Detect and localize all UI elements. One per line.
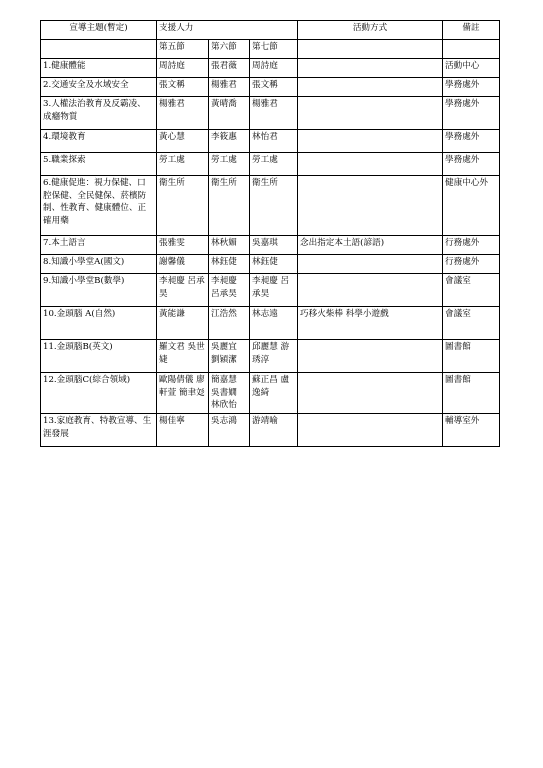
row-p7: 游靖喻 (250, 414, 298, 447)
row-p7: 張文稱 (250, 78, 298, 97)
row-note: 會議室 (443, 307, 500, 340)
row-note: 學務處外 (443, 130, 500, 153)
table-row (41, 307, 500, 340)
row-p6: 簡嘉慧 吳書嫺 林欣怡 (209, 373, 250, 414)
row-topic: 3.人權法治教育及反霸凌、成癮物質 (41, 97, 157, 130)
row-activity (298, 274, 443, 307)
row-p5: 勞工處 (157, 153, 209, 176)
subheader-empty-note (443, 40, 500, 59)
row-p7: 邱麗慧 游琇淳 (250, 340, 298, 373)
row-topic: 7.本土語言 (41, 236, 157, 255)
table-row (41, 255, 500, 274)
row-activity (298, 59, 443, 78)
row-p6: 李筱惠 (209, 130, 250, 153)
row-p5: 歐陽倩儀 廖軒萱 簡聿彣 (157, 373, 209, 414)
row-topic: 5.職業探索 (41, 153, 157, 176)
table-row (41, 97, 500, 130)
row-p5: 羅文君 吳世婕 (157, 340, 209, 373)
row-activity (298, 176, 443, 236)
row-note: 行務處外 (443, 255, 500, 274)
table-row (41, 176, 500, 236)
row-activity (298, 78, 443, 97)
schedule-table (40, 20, 500, 447)
row-p7: 吳嘉琪 (250, 236, 298, 255)
row-p7: 勞工處 (250, 153, 298, 176)
row-note: 活動中心 (443, 59, 500, 78)
row-activity (298, 97, 443, 130)
row-p5: 謝馨儀 (157, 255, 209, 274)
row-p5: 張文稱 (157, 78, 209, 97)
row-note: 學務處外 (443, 153, 500, 176)
header-activity: 活動方式 (298, 21, 443, 40)
table-row (41, 130, 500, 153)
row-note: 會議室 (443, 274, 500, 307)
row-p6: 李昶慶 呂承昊 (209, 274, 250, 307)
row-activity (298, 414, 443, 447)
subheader-empty-topic (41, 40, 157, 59)
row-note: 行務處外 (443, 236, 500, 255)
row-topic: 1.健康體能 (41, 59, 157, 78)
header-topic: 宣導主題(暫定) (41, 21, 157, 40)
row-p7: 衛生所 (250, 176, 298, 236)
row-note: 圖書館 (443, 340, 500, 373)
subheader-p6: 第六節 (209, 40, 250, 59)
table-row (41, 414, 500, 447)
row-activity: 巧移火柴棒 科學小遊戲 (298, 307, 443, 340)
row-p5: 楊佳寧 (157, 414, 209, 447)
row-activity (298, 130, 443, 153)
subheader-row (41, 40, 500, 59)
row-p7: 李昶慶 呂承昊 (250, 274, 298, 307)
row-p6: 張君薇 (209, 59, 250, 78)
row-p7: 林志遠 (250, 307, 298, 340)
table-row (41, 236, 500, 255)
row-p6: 吳麗宜 劉穎潔 (209, 340, 250, 373)
row-note: 輔導室外 (443, 414, 500, 447)
row-p6: 吳志鴻 (209, 414, 250, 447)
row-topic: 11.金頭腦B(英文) (41, 340, 157, 373)
row-activity (298, 340, 443, 373)
row-p7: 楊雅君 (250, 97, 298, 130)
row-p5: 衛生所 (157, 176, 209, 236)
header-row (41, 21, 500, 40)
row-p6: 江浩然 (209, 307, 250, 340)
row-topic: 13.家庭教育、特教宣導、生涯發展 (41, 414, 157, 447)
row-p6: 林秋媚 (209, 236, 250, 255)
table-row (41, 274, 500, 307)
row-note: 圖書館 (443, 373, 500, 414)
row-p5: 周詩庭 (157, 59, 209, 78)
row-topic: 4.環境教育 (41, 130, 157, 153)
row-p5: 黃心慧 (157, 130, 209, 153)
row-p7: 周詩庭 (250, 59, 298, 78)
row-p7: 林鈺倢 (250, 255, 298, 274)
row-topic: 10.金頭腦 A(自然) (41, 307, 157, 340)
subheader-empty-activity (298, 40, 443, 59)
row-activity (298, 373, 443, 414)
row-p5: 楊雅君 (157, 97, 209, 130)
row-topic: 8.知識小學堂A(國文) (41, 255, 157, 274)
row-topic: 2.交通安全及水域安全 (41, 78, 157, 97)
row-activity (298, 153, 443, 176)
table-row (41, 59, 500, 78)
table-row (41, 340, 500, 373)
row-activity (298, 255, 443, 274)
row-topic: 6.健康促進：視力保健、口腔保健、全民健保、菸檳防制、性教育、健康體位、正確用藥 (41, 176, 157, 236)
row-activity: 念出指定本土語(諺語) (298, 236, 443, 255)
row-p6: 衛生所 (209, 176, 250, 236)
row-topic: 12.金頭腦C(綜合領域) (41, 373, 157, 414)
row-p6: 黃晴喬 (209, 97, 250, 130)
row-p5: 黃能謙 (157, 307, 209, 340)
row-note: 學務處外 (443, 97, 500, 130)
row-p6: 勞工處 (209, 153, 250, 176)
row-topic: 9.知識小學堂B(數學) (41, 274, 157, 307)
table-row (41, 78, 500, 97)
row-p7: 蘇正昌 盧逸綺 (250, 373, 298, 414)
row-note: 學務處外 (443, 78, 500, 97)
table-row (41, 373, 500, 414)
subheader-p5: 第五節 (157, 40, 209, 59)
row-p6: 林鈺倢 (209, 255, 250, 274)
row-note: 健康中心外 (443, 176, 500, 236)
row-p5: 張雅雯 (157, 236, 209, 255)
row-p5: 李昶慶 呂承昊 (157, 274, 209, 307)
header-support: 支援人力 (157, 21, 298, 40)
row-p7: 林怡君 (250, 130, 298, 153)
subheader-p7: 第七節 (250, 40, 298, 59)
header-note: 備註 (443, 21, 500, 40)
table-row (41, 153, 500, 176)
row-p6: 楊雅君 (209, 78, 250, 97)
